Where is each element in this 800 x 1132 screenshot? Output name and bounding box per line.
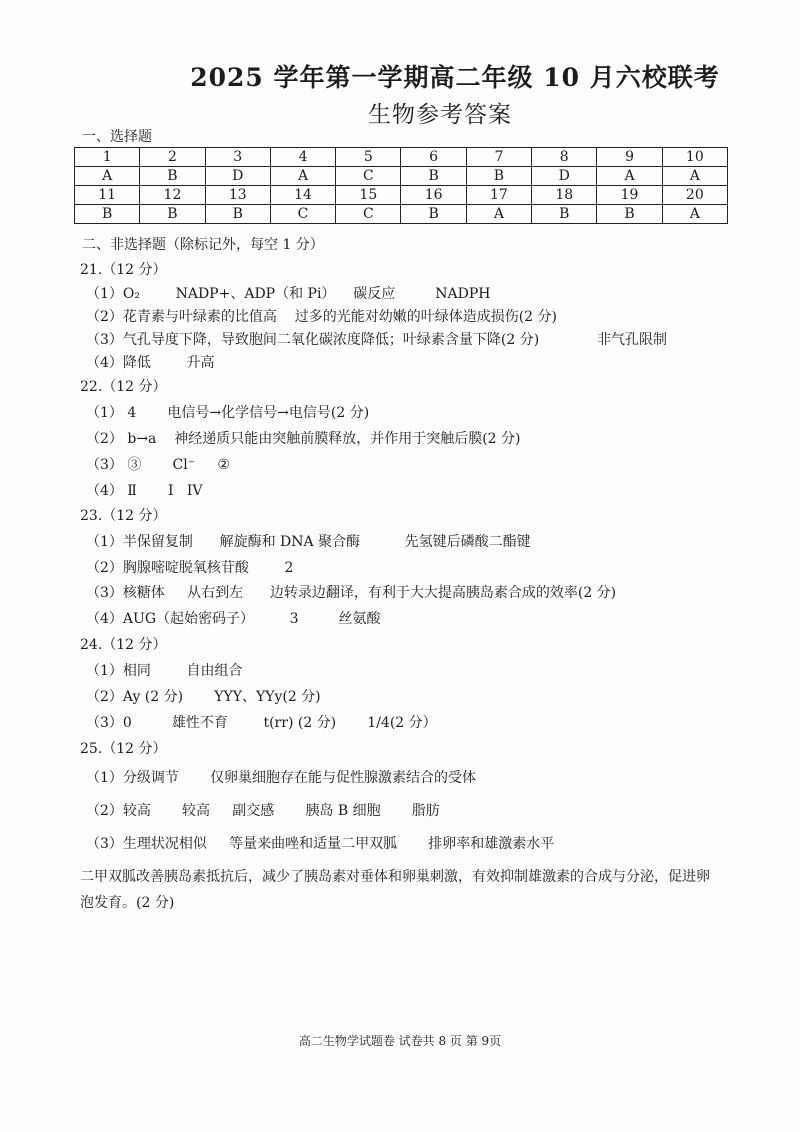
table-cell: 11 [75,186,140,205]
section-2-heading: 二、非选择题（除标记外，每空 1 分） [82,237,324,253]
table-cell: 9 [597,148,662,167]
table-cell: B [140,205,205,224]
table-cell: 3 [205,148,270,167]
q24-answer-3: （3）0 雄性不育 t(rr) (2 分) 1/4(2 分） [86,715,437,731]
answer-subtitle: 生物参考答案 [368,102,512,128]
table-cell: A [662,205,727,224]
table-cell: 13 [205,186,270,205]
table-cell: 15 [336,186,401,205]
q25-answer-2: （2）较高 较高 副交感 胰岛 B 细胞 脂肪 [86,803,440,819]
table-cell: A [270,167,335,186]
q21-heading: 21.（12 分） [80,262,167,278]
table-cell: B [401,205,466,224]
q25-explanation: 二甲双胍改善胰岛素抵抗后，减少了胰岛素对垂体和卵巢刺激，有效抑制雄激素的合成与分泌，促进卵泡发育。(2 分) [80,869,710,911]
table-cell: A [662,167,727,186]
table-row-answers [75,205,728,224]
q21-answer-2: （2）花青素与叶绿素的比值高 过多的光能对幼嫩的叶绿体造成损伤(2 分) [86,309,557,325]
table-cell: A [466,205,531,224]
table-cell: 20 [662,186,727,205]
q21-answer-4: （4）降低 升高 [86,355,215,371]
exam-title: 2025 学年第一学期高二年级 10 月六校联考 [190,63,720,92]
table-cell: 17 [466,186,531,205]
table-cell: B [466,167,531,186]
q25-heading: 25.（12 分） [80,741,167,757]
q22-answer-1: （1） 4 电信号→化学信号→电信号(2 分) [86,405,370,421]
table-cell: 8 [532,148,597,167]
table-cell: 14 [270,186,335,205]
q22-answer-3: （3） ③ Cl⁻ ② [86,457,230,473]
table-cell: 12 [140,186,205,205]
q24-answer-1: （1）相同 自由组合 [86,663,243,679]
table-cell: D [205,167,270,186]
table-cell: 4 [270,148,335,167]
q23-answer-3: （3）核糖体 从右到左 边转录边翻译，有利于大大提高胰岛素合成的效率(2 分) [86,585,617,601]
table-cell: B [75,205,140,224]
page-footer: 高二生物学试题卷 试卷共 8 页 第 9页 [298,1034,502,1048]
q23-heading: 23.（12 分） [80,508,167,524]
q24-heading: 24.（12 分） [80,637,167,653]
table-cell: 16 [401,186,466,205]
table-row-answers [75,167,728,186]
section-1-heading: 一、选择题 [82,129,152,145]
table-cell: C [336,167,401,186]
q25-answer-1: （1）分级调节 仅卵巢细胞存在能与促性腺激素结合的受体 [86,770,477,786]
table-cell: B [401,167,466,186]
table-cell: B [597,205,662,224]
multiple-choice-answer-table [74,147,728,224]
table-cell: 18 [532,186,597,205]
table-cell: C [336,205,401,224]
table-cell: 1 [75,148,140,167]
table-cell: 5 [336,148,401,167]
table-row-question-numbers [75,148,728,167]
table-cell: 2 [140,148,205,167]
table-cell: 6 [401,148,466,167]
q24-answer-2: （2）Ay (2 分) YYY、YYy(2 分) [86,689,321,705]
q23-answer-4: （4）AUG（起始密码子） 3 丝氨酸 [86,611,381,627]
table-cell: 10 [662,148,727,167]
q21-answer-3: （3）气孔导度下降，导致胞间二氧化碳浓度降低；叶绿素含量下降(2 分) 非气孔限制 [86,332,668,348]
table-cell: A [597,167,662,186]
q22-heading: 22.（12 分） [80,379,167,395]
q22-answer-2: （2） b→a 神经递质只能由突触前膜释放，并作用于突触后膜(2 分) [86,431,521,447]
table-cell: A [75,167,140,186]
table-cell: 19 [597,186,662,205]
table-row-question-numbers [75,186,728,205]
q22-answer-4: （4） Ⅱ I IV [86,483,203,499]
table-cell: C [270,205,335,224]
table-cell: B [532,205,597,224]
q23-answer-1: （1）半保留复制 解旋酶和 DNA 聚合酶 先氢键后磷酸二酯键 [86,534,531,550]
q21-answer-1: （1）O₂ NADP+、ADP（和 Pi） 碳反应 NADPH [86,286,491,302]
table-cell: D [532,167,597,186]
table-cell: B [140,167,205,186]
table-cell: B [205,205,270,224]
q25-answer-3: （3）生理状况相似 等量来曲唑和适量二甲双胍 排卵率和雄激素水平 [86,836,555,852]
q23-answer-2: （2）胸腺嘧啶脱氧核苷酸 2 [86,560,294,576]
table-cell: 7 [466,148,531,167]
